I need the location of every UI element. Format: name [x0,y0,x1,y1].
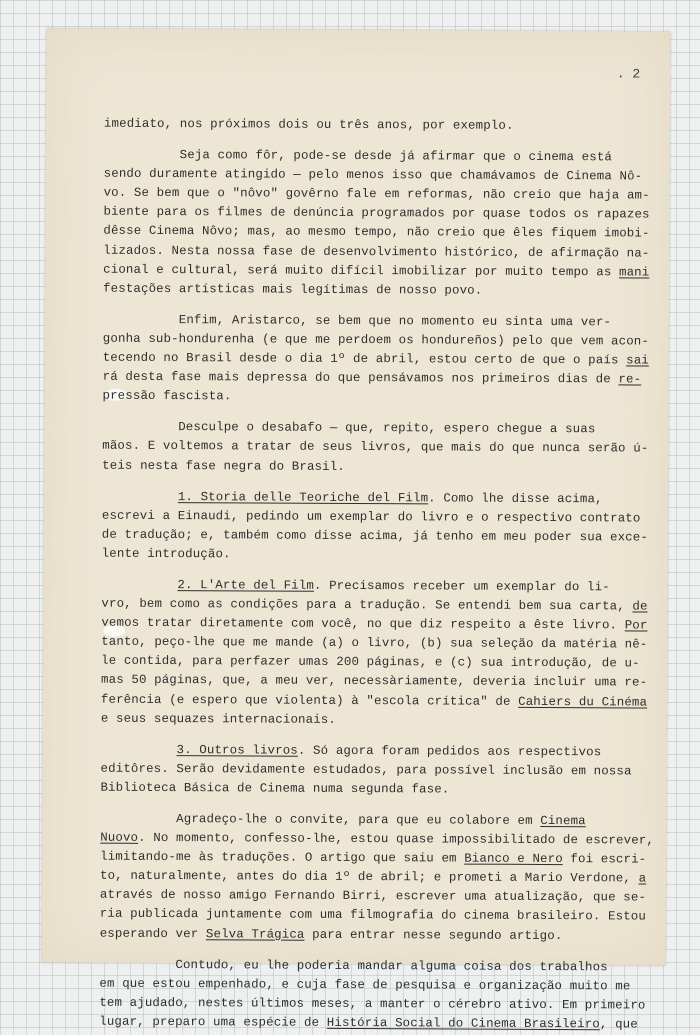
text-line: limitando-me às traduções. O artigo que saiu em Bianco e Nero foi escri- [100,849,647,867]
text-line: e seus sequazes internacionais. [100,711,337,727]
text-line: festações artísticas mais legítimas de nosso povo. [103,281,483,298]
text-line: dêsse Cinema Nôvo; mas, ao mesmo tempo, não creio que êles fiquem imobi- [103,224,650,242]
text-line: Enfim, Aristarco, se bem que no momento eu sinta uma ver- [102,312,612,330]
text-line: editôres. Serão devidamente estudados, para possível inclusão em nossa [100,761,632,779]
letter-body [99,115,655,1035]
text-line: lizados. Nesta nossa fase de desenvolvimento histórico, de afirmação na- [103,243,650,261]
underlined-text: Cahiers du Cinéma [518,694,648,710]
text-line: vro, bem como as condições para a tradução. Se entendi bem sua carta, de [101,596,648,614]
underlined-text: Selva Trágica [205,926,305,942]
underlined-text: Por [624,618,648,633]
text-line: sendo duramente atingido — pelo menos isso que chamávamos de Cinema Nô- [103,166,643,184]
underlined-text: a [638,871,647,886]
text-line: tecendo no Brasil desde o dia 1º de abril, estou certo de que o país sai [102,350,649,368]
text-line: 2. L'Arte del Film. Precisamos receber um exemplar do li- [177,578,610,595]
text-line: tanto, peço-lhe que me mande (a) o livro, (b) sua seleção da matéria nê- [101,634,648,652]
text-line: 3. Outros livros. Só agora foram pedidos aos respectivos [176,742,602,760]
text-line: le contida, para perfazer umas 200 páginas, e (c) sua introdução, de u- [101,654,640,671]
underlined-text: 1. Storia delle Teoriche del Film [177,489,429,505]
text-line: através de nosso amigo Fernando Birri, escrever uma atualização, que se- [99,888,647,905]
underlined-text: 2. L'Arte del Film [177,578,314,593]
text-line: cional e cultural, será muito difícil imobilizar por muito tempo as mani [103,262,650,280]
text-line: rá desta fase mais depressa do que pensávamos nos primeiros dias de re- [102,369,642,387]
text-line: Biblioteca Básica de Cinema numa segunda fase. [100,780,450,797]
page-number: . 2 [616,66,641,82]
underlined-text: mani [618,265,650,280]
underlined-text: Cinema [540,813,586,829]
text-line: Nuovo. No momento, confesso-lhe, estou quase impossibilitado de escrever, [100,830,655,848]
text-line: gonha sub-hondurenha (e que me perdoem os hondureños) pelo que vem acon- [102,331,650,349]
underlined-text: Bianco e Nero [464,851,563,867]
text-line: esperando ver Selva Trágica para entrar nesse segundo artigo. [99,926,563,943]
text-line: vemos tratar diretamente com você, no que diz respeito a êste livro. Por [101,615,648,633]
underlined-text: 3. Outros livros [176,742,298,758]
text-line: mas 50 páginas, que, a meu ver, necessàriamente, deveria incluir uma re- [101,673,648,690]
text-line: imediato, nos próximos dois ou três anos, por exemplo. [103,116,514,133]
typed-letter-page [42,28,671,1032]
text-line: vo. Se bem que o "nôvo" govêrno fale em reformas, não creio que haja am- [103,185,650,203]
underlined-text: re- [618,372,642,387]
text-line: pressão fascista. [102,388,232,404]
underlined-text: sai [626,353,649,368]
underlined-text: de [632,599,648,614]
text-line: em que estou empenhado, e cuja fase de pesquisa e organização muito me [99,976,631,994]
underlined-text: História Social do Cinema Brasileiro [326,1015,600,1032]
text-line: mãos. E voltemos a tratar de seus livros, que mais do que nunca serão ú- [102,439,649,456]
text-line: ferência (e espero que violenta) à "escola crítica" de Cahiers du Cinéma [100,692,648,710]
text-line: to, naturalmente, antes do dia 1º de abril; e prometi a Mario Verdone, a [99,868,647,886]
text-line: Seja como fôr, pode-se desde já afirmar que o cinema está [103,147,613,165]
text-line: escrevi a Einaudi, pedindo um exemplar do livro e o respectivo contrato [101,508,641,526]
text-line: ria publicada juntamente com uma filmografia do cinema brasileiro. Estou [99,907,647,924]
text-line: lente introdução. [101,546,231,562]
text-line: lugar, preparo uma espécie de História Social do Cinema Brasileiro, que [99,1014,638,1032]
text-line: biente para os filmes de denúncia programados por quase todos os rapazes [103,205,650,222]
text-line: de tradução; e, também como disse acima, já tenho em meu poder sua exce- [101,527,649,545]
text-line: Agradeço-lhe o convite, para que eu colabore em Cinema [100,811,586,829]
text-line: Contudo, eu lhe poderia mandar alguma coisa dos trabalhos [99,957,608,974]
underlined-text: Nuovo [100,830,139,845]
text-line: tem ajudado, nestes últimos meses, a manter o cérebro ativo. Em primeiro [99,995,646,1013]
text-line: Desculpe o desabafo — que, repito, espero chegue a suas [102,419,596,437]
text-line: teis nesta fase negra do Brasil. [102,458,345,474]
text-line: 1. Storia delle Teoriche del Film. Como lhe disse acima, [177,489,603,506]
